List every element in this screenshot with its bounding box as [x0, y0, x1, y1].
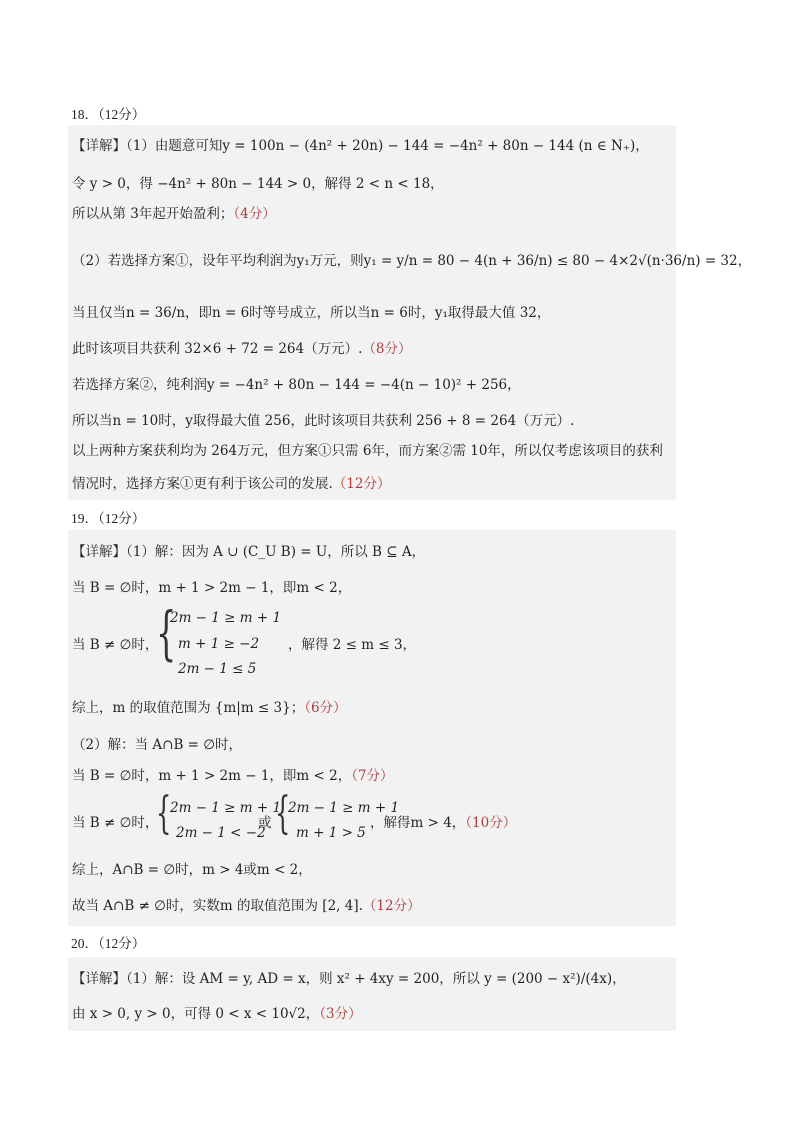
- q18-line-1: 【详解】（1）由题意可知y = 100n − (4n² + 20n) − 144 = −4n² + 80n − 144 (n ∈ N₊)，: [72, 138, 649, 154]
- score-10: （10分）: [465, 815, 517, 831]
- score-3: （3分）: [319, 1006, 362, 1022]
- q19-line-4: 综上，m 的取值范围为 {m|m ≤ 3}；（6分）: [72, 700, 347, 716]
- q19-line-3-suffix: ，解得 2 ≤ m ≤ 3，: [288, 637, 417, 653]
- q20-line-2: 由 x > 0, y > 0，可得 0 < x < 10√2，（3分）: [72, 1006, 362, 1022]
- q18-line-3: 所以从第 3年起开始盈利；（4分）: [72, 206, 276, 222]
- q18-line-9: 以上两种方案获利均为 264万元，但方案①只需 6年，而方案②需 10年，所以仅考虑该项目的获利: [72, 443, 663, 459]
- q19-line-5: （2）解：当 A∩B = ∅时，: [72, 737, 243, 753]
- question-19-header: 19．（12分）: [71, 511, 146, 526]
- score-6: （6分）: [304, 700, 347, 716]
- q18-line-4: （2）若选择方案①，设年平均利润为y₁万元，则y₁ = y/n = 80 − 4(n + 36/n) ≤ 80 − 4×2√(n·36/n) = 32，: [72, 253, 752, 269]
- system-1-eq-1: 2m − 1 ≥ m + 1: [170, 610, 282, 626]
- or-word: 或: [258, 815, 272, 831]
- q18-line-6: 此时该项目共获利 32×6 + 72 = 264（万元）.（8分）: [72, 341, 412, 357]
- q18-line-2: 令 y > 0，得 −4n² + 80n − 144 > 0，解得 2 < n < 18，: [72, 176, 444, 192]
- system-1-eq-3: 2m − 1 ≤ 5: [178, 661, 257, 677]
- system-3-brace: {: [275, 788, 291, 839]
- score-7: （7分）: [351, 768, 394, 784]
- q18-line-10: 情况时，选择方案①更有利于该公司的发展.（12分）: [72, 476, 391, 492]
- q19-line-7-prefix: 当 B ≠ ∅时，: [72, 815, 159, 831]
- system-3-eq-1: 2m − 1 ≥ m + 1: [288, 800, 400, 816]
- question-20-header: 20．（12分）: [71, 936, 146, 951]
- score-4: （4分）: [233, 206, 276, 222]
- q19-line-9: 故当 A∩B ≠ ∅时，实数m 的取值范围为 [2, 4].（12分）: [72, 898, 421, 914]
- system-2-brace: {: [156, 788, 172, 839]
- q18-line-5: 当且仅当n = 36/n，即n = 6时等号成立，所以当n = 6时，y₁取得最大值 32，: [72, 305, 551, 321]
- system-brace: {: [156, 599, 177, 667]
- question-20-solution: [68, 957, 676, 1031]
- q19-line-6: 当 B = ∅时，m + 1 > 2m − 1，即m < 2，（7分）: [72, 768, 394, 784]
- score-12: （12分）: [332, 476, 391, 492]
- q19-line-8: 综上，A∩B = ∅时，m > 4或m < 2，: [72, 862, 312, 878]
- q18-line-8: 所以当n = 10时，y取得最大值 256，此时该项目共获利 256 + 8 = 264（万元）.: [72, 413, 575, 429]
- question-18-solution: [68, 125, 752, 500]
- system-3-eq-2: m + 1 > 5: [296, 825, 366, 841]
- system-2-eq-2: 2m − 1 < −2: [176, 825, 266, 841]
- q19-line-2: 当 B = ∅时，m + 1 > 2m − 1，即m < 2，: [72, 580, 352, 596]
- score-8: （8分）: [362, 341, 412, 357]
- q19-line-7-suffix: ，解得m > 4，（10分）: [370, 815, 517, 831]
- q20-line-1: 【详解】（1）解：设 AM = y, AD = x，则 x² + 4xy = 200，所以 y = (200 − x²)/(4x)，: [72, 971, 626, 987]
- system-2-eq-1: 2m − 1 ≥ m + 1: [170, 800, 282, 816]
- system-1-eq-2: m + 1 ≥ −2: [178, 636, 260, 652]
- q19-line-3-prefix: 当 B ≠ ∅时，: [72, 637, 159, 653]
- q19-line-1: 【详解】（1）解：因为 A ∪ (C_U B) = U，所以 B ⊆ A，: [72, 544, 426, 560]
- question-18-header: 18．（12分）: [71, 107, 146, 122]
- score-12: （12分）: [362, 898, 421, 914]
- q18-line-7: 若选择方案②，纯利润y = −4n² + 80n − 144 = −4(n − 10)² + 256，: [72, 377, 521, 393]
- question-19-solution: [68, 530, 676, 926]
